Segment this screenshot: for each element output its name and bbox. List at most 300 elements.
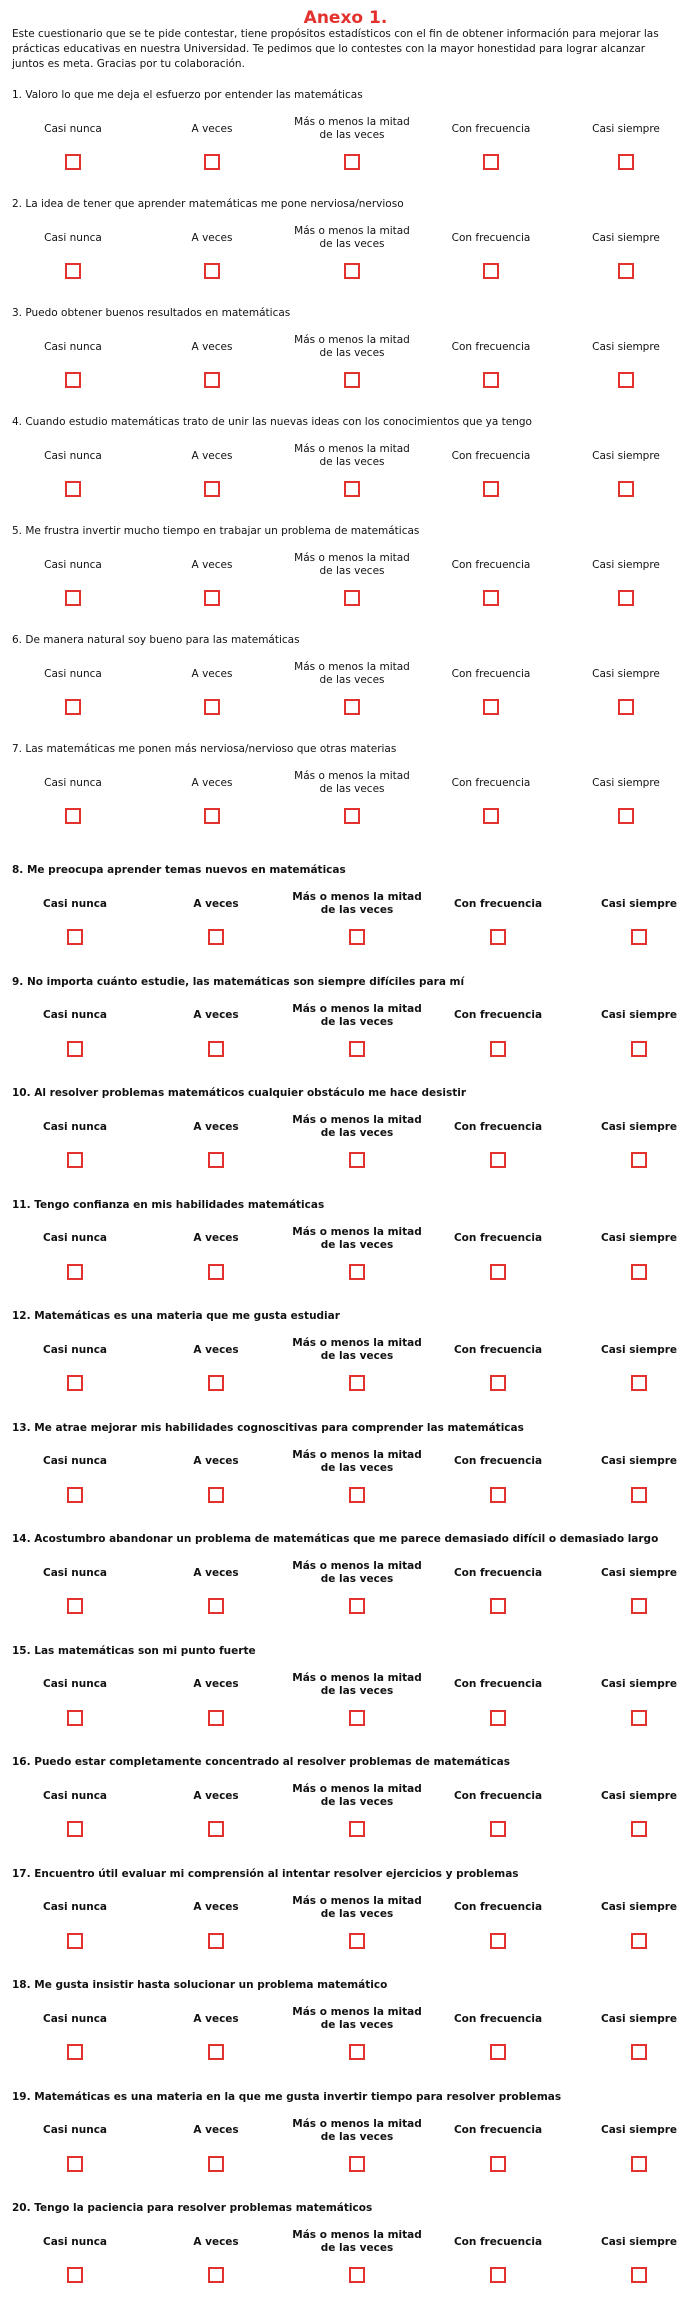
option-label: Con frecuencia bbox=[453, 1678, 543, 1690]
answer-checkbox[interactable] bbox=[344, 590, 360, 606]
question-12 bbox=[0, 1309, 691, 1421]
option-label: Con frecuencia bbox=[451, 558, 531, 571]
answer-checkbox[interactable] bbox=[631, 1041, 647, 1057]
option-4 bbox=[433, 1893, 563, 1973]
answer-checkbox[interactable] bbox=[208, 2044, 224, 2060]
answer-checkbox[interactable] bbox=[631, 1710, 647, 1726]
question-13 bbox=[0, 1421, 691, 1533]
option-label: Casi nunca bbox=[44, 667, 102, 680]
question-text: 15. Las matemáticas son mi punto fuerte bbox=[12, 1644, 256, 1657]
option-5 bbox=[561, 550, 691, 630]
option-label: Más o menos la mitad de las veces bbox=[292, 1225, 422, 1251]
option-label: Casi nunca bbox=[42, 1678, 108, 1690]
option-1 bbox=[10, 1893, 140, 1973]
answer-checkbox[interactable] bbox=[490, 1041, 506, 1057]
option-2 bbox=[151, 1781, 281, 1861]
option-label: Con frecuencia bbox=[453, 897, 543, 910]
option-label: A veces bbox=[191, 667, 233, 680]
option-label: Casi siempre bbox=[600, 897, 678, 910]
answer-checkbox[interactable] bbox=[344, 481, 360, 497]
answer-checkbox[interactable] bbox=[67, 1152, 83, 1168]
option-label: A veces bbox=[193, 1455, 239, 1467]
option-label: Casi nunca bbox=[42, 2235, 108, 2248]
answer-checkbox[interactable] bbox=[344, 263, 360, 279]
question-text: 8. Me preocupa aprender temas nuevos en matemáticas bbox=[12, 864, 346, 876]
answer-checkbox[interactable] bbox=[631, 1821, 647, 1837]
answer-checkbox[interactable] bbox=[208, 1375, 224, 1391]
option-label: Más o menos la mitad de las veces bbox=[294, 661, 410, 686]
answer-checkbox[interactable] bbox=[204, 263, 220, 279]
option-label: Con frecuencia bbox=[451, 340, 531, 353]
answer-checkbox[interactable] bbox=[483, 154, 499, 170]
option-label: Casi nunca bbox=[44, 340, 102, 353]
option-label: Con frecuencia bbox=[453, 1901, 543, 1913]
option-2 bbox=[147, 114, 277, 194]
answer-checkbox[interactable] bbox=[490, 1375, 506, 1391]
option-1 bbox=[10, 1558, 140, 1638]
question-text: 13. Me atrae mejorar mis habilidades cognoscitivas para comprender las matemáticas bbox=[12, 1421, 524, 1434]
question-text: 1. Valoro lo que me deja el esfuerzo por entender las matemáticas bbox=[12, 89, 363, 101]
answer-checkbox[interactable] bbox=[490, 2156, 506, 2172]
option-1 bbox=[8, 114, 138, 194]
answer-checkbox[interactable] bbox=[67, 1375, 83, 1391]
option-2 bbox=[151, 1335, 281, 1415]
option-label: A veces bbox=[193, 1566, 239, 1579]
option-1 bbox=[10, 1335, 140, 1415]
option-4 bbox=[426, 550, 556, 630]
option-label: Más o menos la mitad de las veces bbox=[292, 1448, 422, 1474]
answer-checkbox[interactable] bbox=[67, 929, 83, 945]
option-label: A veces bbox=[193, 1232, 239, 1244]
option-5 bbox=[574, 2227, 691, 2307]
question-20 bbox=[0, 2201, 691, 2313]
answer-checkbox[interactable] bbox=[631, 2156, 647, 2172]
option-label: Más o menos la mitad de las veces bbox=[292, 2229, 422, 2254]
answer-checkbox[interactable] bbox=[631, 1598, 647, 1614]
option-label: Casi siempre bbox=[600, 1232, 678, 1244]
question-14 bbox=[0, 1532, 691, 1644]
question-text: 4. Cuando estudio matemáticas trato de unir las nuevas ideas con los conocimientos que ya tengo bbox=[12, 416, 532, 428]
answer-checkbox[interactable] bbox=[349, 1264, 365, 1280]
answer-checkbox[interactable] bbox=[67, 1598, 83, 1614]
option-4 bbox=[433, 2004, 563, 2084]
question-3 bbox=[0, 306, 691, 418]
option-label: Casi siempre bbox=[600, 1120, 678, 1133]
answer-checkbox[interactable] bbox=[208, 1041, 224, 1057]
answer-checkbox[interactable] bbox=[349, 1821, 365, 1837]
option-1 bbox=[10, 1224, 140, 1304]
option-4 bbox=[433, 1335, 563, 1415]
answer-checkbox[interactable] bbox=[344, 154, 360, 170]
option-5 bbox=[561, 441, 691, 521]
answer-checkbox[interactable] bbox=[490, 1933, 506, 1949]
option-5 bbox=[574, 1335, 691, 1415]
option-label: Casi siempre bbox=[600, 1901, 678, 1913]
option-2 bbox=[151, 1670, 281, 1750]
option-1 bbox=[10, 2116, 140, 2196]
option-1 bbox=[10, 1112, 140, 1192]
answer-checkbox[interactable] bbox=[490, 1821, 506, 1837]
question-11 bbox=[0, 1198, 691, 1310]
answer-checkbox[interactable] bbox=[208, 2156, 224, 2172]
option-label: Más o menos la mitad de las veces bbox=[294, 225, 410, 250]
option-2 bbox=[151, 1224, 281, 1304]
option-label: Casi siempre bbox=[600, 1566, 678, 1579]
option-5 bbox=[574, 1893, 691, 1973]
answer-checkbox[interactable] bbox=[618, 590, 634, 606]
option-label: A veces bbox=[193, 1009, 239, 1021]
option-label: Casi siempre bbox=[600, 2235, 678, 2248]
answer-checkbox[interactable] bbox=[208, 1487, 224, 1503]
answer-checkbox[interactable] bbox=[344, 699, 360, 715]
answer-checkbox[interactable] bbox=[67, 1487, 83, 1503]
option-label: Con frecuencia bbox=[453, 1455, 543, 1467]
option-label: Más o menos la mitad de las veces bbox=[292, 2117, 422, 2143]
question-text: 6. De manera natural soy bueno para las matemáticas bbox=[12, 634, 300, 646]
option-label: Más o menos la mitad de las veces bbox=[294, 334, 410, 359]
option-5 bbox=[561, 659, 691, 739]
option-label: A veces bbox=[193, 1343, 239, 1356]
option-label: Casi nunca bbox=[44, 776, 102, 789]
option-label: Casi siempre bbox=[600, 1009, 678, 1021]
answer-checkbox[interactable] bbox=[483, 590, 499, 606]
option-label: Con frecuencia bbox=[453, 2012, 543, 2025]
answer-checkbox[interactable] bbox=[631, 1487, 647, 1503]
option-5 bbox=[574, 1781, 691, 1861]
answer-checkbox[interactable] bbox=[349, 2044, 365, 2060]
option-label: Casi siempre bbox=[592, 231, 660, 244]
option-4 bbox=[433, 1001, 563, 1081]
answer-checkbox[interactable] bbox=[490, 1598, 506, 1614]
option-1 bbox=[10, 1781, 140, 1861]
answer-checkbox[interactable] bbox=[65, 481, 81, 497]
answer-checkbox[interactable] bbox=[208, 1710, 224, 1726]
option-2 bbox=[151, 2227, 281, 2307]
option-3 bbox=[292, 1781, 422, 1861]
answer-checkbox[interactable] bbox=[490, 1152, 506, 1168]
option-label: Casi nunca bbox=[42, 2012, 108, 2025]
question-text: 9. No importa cuánto estudie, las matemáticas son siempre difíciles para mí bbox=[12, 975, 465, 988]
answer-checkbox[interactable] bbox=[349, 1487, 365, 1503]
question-6 bbox=[0, 633, 691, 745]
question-19 bbox=[0, 2090, 691, 2202]
answer-checkbox[interactable] bbox=[204, 372, 220, 388]
question-text: 17. Encuentro útil evaluar mi comprensión al intentar resolver ejercicios y problemas bbox=[12, 1867, 519, 1880]
option-3 bbox=[292, 1893, 422, 1973]
answer-checkbox[interactable] bbox=[631, 1152, 647, 1168]
answer-checkbox[interactable] bbox=[483, 263, 499, 279]
answer-checkbox[interactable] bbox=[631, 929, 647, 945]
option-label: A veces bbox=[191, 449, 233, 462]
question-text: 7. Las matemáticas me ponen más nerviosa/nervioso que otras materias bbox=[12, 743, 397, 755]
option-5 bbox=[574, 2116, 691, 2196]
option-3 bbox=[292, 1224, 422, 1304]
option-label: Con frecuencia bbox=[451, 667, 531, 680]
option-1 bbox=[10, 889, 140, 969]
question-5 bbox=[0, 524, 691, 636]
answer-checkbox[interactable] bbox=[631, 1933, 647, 1949]
option-label: Más o menos la mitad de las veces bbox=[292, 1783, 422, 1808]
answer-checkbox[interactable] bbox=[67, 1710, 83, 1726]
option-4 bbox=[433, 2116, 563, 2196]
option-label: Casi nunca bbox=[42, 1120, 108, 1133]
answer-checkbox[interactable] bbox=[208, 2267, 224, 2283]
answer-checkbox[interactable] bbox=[618, 481, 634, 497]
option-label: Más o menos la mitad de las veces bbox=[294, 552, 410, 577]
answer-checkbox[interactable] bbox=[349, 2156, 365, 2172]
answer-checkbox[interactable] bbox=[67, 2267, 83, 2283]
answer-checkbox[interactable] bbox=[208, 1821, 224, 1837]
answer-checkbox[interactable] bbox=[349, 1933, 365, 1949]
answer-checkbox[interactable] bbox=[483, 699, 499, 715]
question-text: 12. Matemáticas es una materia que me gusta estudiar bbox=[12, 1310, 340, 1322]
option-3 bbox=[292, 889, 422, 969]
question-2 bbox=[0, 197, 691, 309]
answer-checkbox[interactable] bbox=[490, 1264, 506, 1280]
answer-checkbox[interactable] bbox=[204, 699, 220, 715]
option-label: Más o menos la mitad de las veces bbox=[294, 443, 410, 468]
answer-checkbox[interactable] bbox=[204, 590, 220, 606]
option-label: Casi siempre bbox=[600, 1455, 678, 1467]
option-5 bbox=[574, 1224, 691, 1304]
option-5 bbox=[574, 1001, 691, 1081]
answer-checkbox[interactable] bbox=[208, 1933, 224, 1949]
answer-checkbox[interactable] bbox=[349, 1041, 365, 1057]
question-text: 5. Me frustra invertir mucho tiempo en trabajar un problema de matemáticas bbox=[12, 525, 420, 537]
option-label: A veces bbox=[191, 558, 233, 571]
option-label: Más o menos la mitad de las veces bbox=[292, 2006, 422, 2031]
option-1 bbox=[8, 659, 138, 739]
answer-checkbox[interactable] bbox=[204, 481, 220, 497]
option-label: Más o menos la mitad de las veces bbox=[292, 891, 422, 916]
question-9 bbox=[0, 975, 691, 1087]
option-5 bbox=[574, 1112, 691, 1192]
option-label: Con frecuencia bbox=[453, 2124, 543, 2136]
answer-checkbox[interactable] bbox=[618, 699, 634, 715]
answer-checkbox[interactable] bbox=[349, 1152, 365, 1168]
option-label: A veces bbox=[191, 340, 233, 353]
question-7 bbox=[0, 742, 691, 854]
option-4 bbox=[426, 441, 556, 521]
answer-checkbox[interactable] bbox=[483, 481, 499, 497]
option-2 bbox=[147, 550, 277, 630]
option-label: A veces bbox=[193, 1678, 239, 1690]
answer-checkbox[interactable] bbox=[208, 1264, 224, 1280]
option-3 bbox=[292, 1670, 422, 1750]
option-4 bbox=[426, 223, 556, 303]
option-5 bbox=[574, 1447, 691, 1527]
answer-checkbox[interactable] bbox=[349, 1710, 365, 1726]
option-label: Casi nunca bbox=[42, 1232, 108, 1244]
answer-checkbox[interactable] bbox=[67, 2156, 83, 2172]
answer-checkbox[interactable] bbox=[490, 1487, 506, 1503]
option-4 bbox=[433, 1447, 563, 1527]
option-3 bbox=[287, 223, 417, 303]
answer-checkbox[interactable] bbox=[631, 2267, 647, 2283]
option-2 bbox=[147, 223, 277, 303]
option-5 bbox=[561, 768, 691, 848]
option-label: Casi nunca bbox=[42, 2124, 108, 2136]
option-label: Con frecuencia bbox=[453, 1232, 543, 1244]
answer-checkbox[interactable] bbox=[67, 1041, 83, 1057]
option-2 bbox=[151, 1558, 281, 1638]
option-label: A veces bbox=[193, 2235, 239, 2248]
answer-checkbox[interactable] bbox=[631, 2044, 647, 2060]
answer-checkbox[interactable] bbox=[631, 1375, 647, 1391]
option-3 bbox=[292, 1447, 422, 1527]
option-3 bbox=[287, 332, 417, 412]
answer-checkbox[interactable] bbox=[631, 1264, 647, 1280]
option-label: A veces bbox=[193, 2012, 239, 2025]
option-3 bbox=[292, 1001, 422, 1081]
answer-checkbox[interactable] bbox=[618, 372, 634, 388]
option-label: Con frecuencia bbox=[451, 449, 531, 462]
option-label: A veces bbox=[191, 776, 233, 789]
option-label: A veces bbox=[193, 1120, 239, 1133]
option-4 bbox=[433, 1781, 563, 1861]
option-label: Casi siempre bbox=[592, 340, 660, 353]
option-label: Casi siempre bbox=[592, 449, 660, 462]
answer-checkbox[interactable] bbox=[490, 929, 506, 945]
answer-checkbox[interactable] bbox=[349, 1598, 365, 1614]
answer-checkbox[interactable] bbox=[349, 929, 365, 945]
option-label: Casi nunca bbox=[44, 122, 102, 135]
question-text: 2. La idea de tener que aprender matemáticas me pone nerviosa/nervioso bbox=[12, 198, 404, 210]
option-2 bbox=[151, 2116, 281, 2196]
option-5 bbox=[574, 889, 691, 969]
option-4 bbox=[426, 114, 556, 194]
option-2 bbox=[151, 2004, 281, 2084]
option-label: Más o menos la mitad de las veces bbox=[294, 770, 410, 795]
option-3 bbox=[287, 659, 417, 739]
answer-checkbox[interactable] bbox=[204, 154, 220, 170]
question-8 bbox=[0, 863, 691, 975]
option-label: Con frecuencia bbox=[451, 122, 531, 135]
option-label: Casi nunca bbox=[44, 558, 102, 571]
answer-checkbox[interactable] bbox=[483, 372, 499, 388]
answer-checkbox[interactable] bbox=[67, 1933, 83, 1949]
option-3 bbox=[292, 2227, 422, 2307]
option-label: Casi nunca bbox=[42, 1009, 108, 1021]
answer-checkbox[interactable] bbox=[483, 808, 499, 824]
option-4 bbox=[433, 1558, 563, 1638]
answer-checkbox[interactable] bbox=[618, 263, 634, 279]
answer-checkbox[interactable] bbox=[65, 808, 81, 824]
option-label: Más o menos la mitad de las veces bbox=[294, 116, 410, 141]
option-label: Con frecuencia bbox=[453, 1566, 543, 1579]
answer-checkbox[interactable] bbox=[349, 2267, 365, 2283]
option-1 bbox=[8, 768, 138, 848]
question-15 bbox=[0, 1644, 691, 1756]
question-1 bbox=[0, 88, 691, 200]
question-text: 10. Al resolver problemas matemáticos cualquier obstáculo me hace desistir bbox=[12, 1087, 467, 1099]
option-4 bbox=[426, 768, 556, 848]
option-label: Casi nunca bbox=[42, 897, 108, 910]
option-3 bbox=[292, 1558, 422, 1638]
option-5 bbox=[574, 1558, 691, 1638]
option-label: Más o menos la mitad de las veces bbox=[292, 1337, 422, 1362]
question-text: 14. Acostumbro abandonar un problema de matemáticas que me parece demasiado difícil o demasiado largo bbox=[12, 1533, 659, 1545]
option-label: Más o menos la mitad de las veces bbox=[292, 1560, 422, 1585]
option-5 bbox=[561, 332, 691, 412]
option-label: Más o menos la mitad de las veces bbox=[292, 1894, 422, 1920]
answer-checkbox[interactable] bbox=[67, 1264, 83, 1280]
option-label: Más o menos la mitad de las veces bbox=[292, 1671, 422, 1697]
answer-checkbox[interactable] bbox=[208, 1152, 224, 1168]
option-label: Casi siempre bbox=[600, 2124, 678, 2136]
option-label: A veces bbox=[191, 231, 233, 244]
option-label: Con frecuencia bbox=[453, 1789, 543, 1802]
option-2 bbox=[147, 441, 277, 521]
option-1 bbox=[10, 1447, 140, 1527]
option-5 bbox=[574, 1670, 691, 1750]
question-text: 3. Puedo obtener buenos resultados en matemáticas bbox=[12, 307, 291, 319]
option-label: Casi nunca bbox=[42, 1566, 108, 1579]
page-title: Anexo 1. bbox=[303, 8, 388, 28]
option-label: Con frecuencia bbox=[453, 1343, 543, 1356]
option-1 bbox=[8, 332, 138, 412]
answer-checkbox[interactable] bbox=[349, 1375, 365, 1391]
option-1 bbox=[8, 223, 138, 303]
answer-checkbox[interactable] bbox=[67, 1821, 83, 1837]
option-3 bbox=[287, 550, 417, 630]
answer-checkbox[interactable] bbox=[344, 372, 360, 388]
option-label: Casi nunca bbox=[42, 1455, 108, 1467]
answer-checkbox[interactable] bbox=[490, 2044, 506, 2060]
option-label: Con frecuencia bbox=[451, 231, 531, 244]
option-label: Con frecuencia bbox=[453, 1009, 543, 1021]
answer-checkbox[interactable] bbox=[490, 1710, 506, 1726]
answer-checkbox[interactable] bbox=[208, 929, 224, 945]
answer-checkbox[interactable] bbox=[65, 263, 81, 279]
option-4 bbox=[433, 1112, 563, 1192]
option-2 bbox=[147, 659, 277, 739]
answer-checkbox[interactable] bbox=[65, 699, 81, 715]
answer-checkbox[interactable] bbox=[208, 1598, 224, 1614]
answer-checkbox[interactable] bbox=[65, 154, 81, 170]
answer-checkbox[interactable] bbox=[618, 808, 634, 824]
option-1 bbox=[10, 1670, 140, 1750]
question-text: 18. Me gusta insistir hasta solucionar un problema matemático bbox=[12, 1979, 388, 1991]
answer-checkbox[interactable] bbox=[204, 808, 220, 824]
option-label: Casi siempre bbox=[600, 1789, 678, 1802]
answer-checkbox[interactable] bbox=[344, 808, 360, 824]
answer-checkbox[interactable] bbox=[490, 2267, 506, 2283]
option-1 bbox=[10, 1001, 140, 1081]
option-3 bbox=[287, 114, 417, 194]
option-label: Con frecuencia bbox=[453, 2235, 543, 2248]
question-17 bbox=[0, 1867, 691, 1979]
answer-checkbox[interactable] bbox=[618, 154, 634, 170]
answer-checkbox[interactable] bbox=[65, 372, 81, 388]
option-label: Casi siempre bbox=[592, 122, 660, 135]
option-label: Más o menos la mitad de las veces bbox=[292, 1114, 422, 1139]
option-2 bbox=[151, 1112, 281, 1192]
option-3 bbox=[292, 2004, 422, 2084]
option-5 bbox=[561, 114, 691, 194]
option-5 bbox=[574, 2004, 691, 2084]
question-10 bbox=[0, 1086, 691, 1198]
option-1 bbox=[10, 2227, 140, 2307]
answer-checkbox[interactable] bbox=[67, 2044, 83, 2060]
option-label: Casi nunca bbox=[42, 1343, 108, 1356]
option-2 bbox=[147, 332, 277, 412]
option-4 bbox=[426, 659, 556, 739]
option-3 bbox=[292, 1112, 422, 1192]
option-2 bbox=[151, 1447, 281, 1527]
option-2 bbox=[151, 1893, 281, 1973]
answer-checkbox[interactable] bbox=[65, 590, 81, 606]
